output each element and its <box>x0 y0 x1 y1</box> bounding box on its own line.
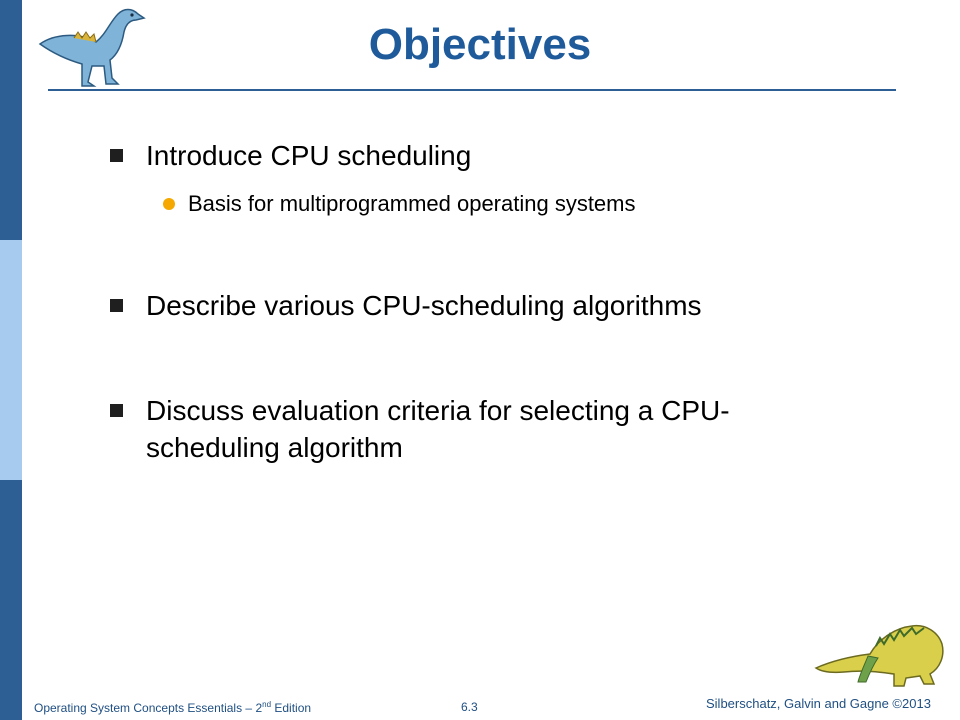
sidebar-segment-bottom <box>0 480 22 720</box>
square-bullet-icon <box>110 404 123 417</box>
dinosaur-icon <box>814 616 948 688</box>
sidebar-segment-middle <box>0 240 22 480</box>
title-divider <box>48 89 896 91</box>
bullet-text: Introduce CPU scheduling <box>146 140 472 171</box>
slide-title: Objectives <box>368 20 592 69</box>
square-bullet-icon <box>110 299 123 312</box>
square-bullet-icon <box>110 149 123 162</box>
bullet-item <box>146 137 471 174</box>
round-bullet-icon <box>163 198 175 210</box>
footer-book-title: Operating System Concepts Essentials – 2nd Edition <box>34 700 312 715</box>
bullet-item <box>146 287 702 324</box>
sub-bullet-text: Basis for multiprogrammed operating systems <box>188 191 636 216</box>
bullet-text-continued: scheduling algorithm <box>146 432 403 463</box>
footer-authors: Silberschatz, Galvin and Gagne ©2013 <box>706 696 931 711</box>
sidebar-stripe <box>0 0 22 720</box>
bullet-item <box>146 392 730 466</box>
bullet-text: Describe various CPU-scheduling algorithms <box>146 290 702 321</box>
bullet-text: Discuss evaluation criteria for selecting a CPU- <box>146 395 730 426</box>
sub-bullet-item <box>188 190 636 218</box>
page-number: 6.3 <box>461 700 478 714</box>
